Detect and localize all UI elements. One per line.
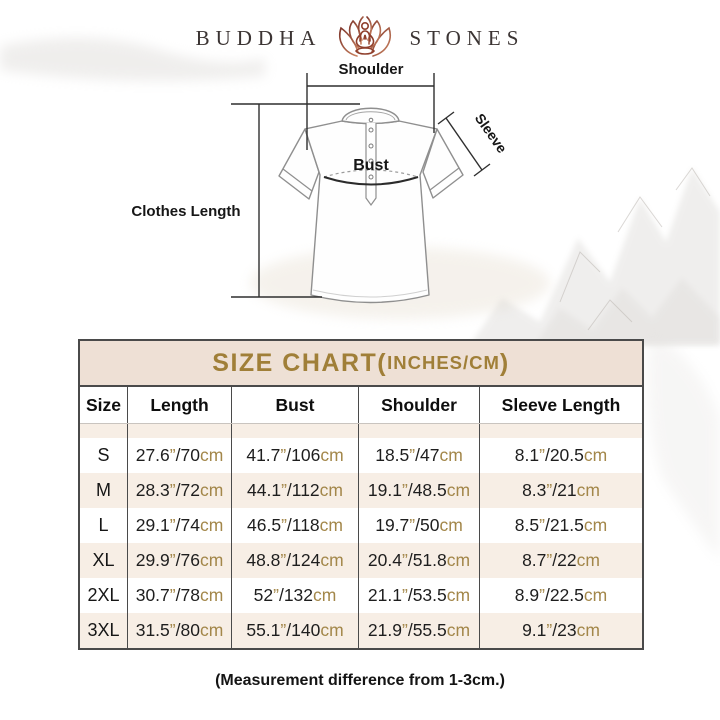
title-paren-close: ) <box>499 348 510 377</box>
cm-value: 78 <box>180 585 200 605</box>
garment-measure-diagram <box>0 0 720 345</box>
separator: / <box>175 515 181 535</box>
cm-unit: cm <box>446 480 471 500</box>
cm-value: 132 <box>283 585 314 605</box>
separator: / <box>278 585 284 605</box>
cm-unit: cm <box>313 585 337 605</box>
separator: / <box>407 550 413 570</box>
inch-mark: ” <box>539 445 545 465</box>
sleeve-cell <box>479 543 642 578</box>
separator: / <box>407 480 413 500</box>
cm-unit: cm <box>576 620 600 640</box>
separator: / <box>286 550 292 570</box>
inch-mark: ” <box>546 550 553 570</box>
bust-cell <box>231 543 358 578</box>
inch-value: 8.5 <box>514 515 540 535</box>
inch-value: 8.7 <box>522 550 547 570</box>
title-units: INCHES/CM <box>387 352 500 373</box>
col-header-sleeve-length: Sleeve Length <box>479 387 642 423</box>
cm-unit: cm <box>583 515 608 535</box>
cm-value: 21 <box>557 480 577 500</box>
inch-mark: ” <box>280 550 287 570</box>
title-main: SIZE CHART <box>212 348 378 377</box>
separator: / <box>286 480 292 500</box>
cm-unit: cm <box>319 480 343 500</box>
cm-unit: cm <box>320 550 344 570</box>
clothes-length-label: Clothes Length <box>131 203 241 220</box>
bust-label: Bust <box>353 157 389 174</box>
cm-value: 72 <box>180 480 200 500</box>
length-cell <box>127 438 231 473</box>
table-row <box>80 613 642 648</box>
title-paren-open: ( <box>377 348 388 377</box>
col-header-bust: Bust <box>231 387 358 423</box>
shoulder-cell <box>358 438 479 473</box>
separator: / <box>286 620 292 640</box>
bust-cell <box>231 508 358 543</box>
cm-value: 51.8 <box>412 550 447 570</box>
separator: / <box>286 445 292 465</box>
table-row <box>80 578 642 613</box>
table-row <box>80 543 642 578</box>
length-cell <box>127 578 231 613</box>
inch-mark: ” <box>169 480 176 500</box>
inch-value: 19.1 <box>367 480 402 500</box>
inch-mark: ” <box>546 480 553 500</box>
separator: / <box>552 550 558 570</box>
separator: / <box>175 445 181 465</box>
separator: / <box>175 585 181 605</box>
cm-value: 80 <box>180 620 200 640</box>
inch-value: 30.7 <box>135 585 170 605</box>
inch-mark: ” <box>281 480 287 500</box>
inch-value: 9.1 <box>522 620 547 640</box>
cm-unit: cm <box>199 585 224 605</box>
separator: / <box>552 480 558 500</box>
inch-value: 8.9 <box>514 585 540 605</box>
size-cell: S <box>97 445 110 465</box>
inch-mark: ” <box>401 550 408 570</box>
spacer-cell <box>479 424 642 438</box>
shoulder-cell <box>358 613 479 648</box>
size-chart-title <box>80 341 642 387</box>
length-cell <box>127 508 231 543</box>
size-cell: 2XL <box>87 585 120 605</box>
inch-mark: ” <box>409 515 416 535</box>
bust-cell <box>231 578 358 613</box>
cm-unit: cm <box>446 550 471 570</box>
inch-value: 8.3 <box>522 480 547 500</box>
separator: / <box>415 515 420 535</box>
bust-cell <box>231 613 358 648</box>
separator: / <box>286 515 292 535</box>
cm-value: 50 <box>419 515 440 535</box>
measurement-note: (Measurement difference from 1-3cm.) <box>215 672 505 689</box>
inch-mark: ” <box>546 620 553 640</box>
separator: / <box>407 585 413 605</box>
cm-value: 118 <box>291 515 320 535</box>
cm-unit: cm <box>439 515 463 535</box>
col-header-shoulder: Shoulder <box>358 387 479 423</box>
cm-value: 21.5 <box>549 515 584 535</box>
shoulder-cell <box>358 473 479 508</box>
cm-unit: cm <box>576 550 600 570</box>
sleeve-cell <box>479 578 642 613</box>
cm-value: 140 <box>291 620 321 640</box>
inch-value: 21.9 <box>367 620 402 640</box>
inch-value: 20.4 <box>367 550 402 570</box>
cm-unit: cm <box>439 445 463 465</box>
size-chart-table <box>78 339 644 650</box>
shoulder-cell <box>358 578 479 613</box>
cm-unit: cm <box>199 550 224 570</box>
size-cell: M <box>96 480 111 500</box>
cm-unit: cm <box>199 515 224 535</box>
cm-value: 112 <box>291 480 320 500</box>
table-row <box>80 473 642 508</box>
separator: / <box>544 445 550 465</box>
cm-value: 53.5 <box>412 585 447 605</box>
separator: / <box>552 620 558 640</box>
brand-name-left: BUDDHA <box>195 25 322 50</box>
table-row <box>80 508 642 543</box>
separator: / <box>544 585 550 605</box>
inch-value: 41.7 <box>246 445 281 465</box>
cm-value: 124 <box>291 550 321 570</box>
inch-value: 48.8 <box>246 550 281 570</box>
size-cell: XL <box>92 550 115 570</box>
spacer-cell <box>127 424 231 438</box>
separator: / <box>544 515 550 535</box>
inch-mark: ” <box>281 515 287 535</box>
sleeve-cell <box>479 613 642 648</box>
inch-value: 27.6 <box>135 445 170 465</box>
inch-mark: ” <box>401 480 408 500</box>
cm-unit: cm <box>320 620 344 640</box>
inch-value: 19.7 <box>375 515 410 535</box>
separator: / <box>415 445 420 465</box>
col-header-length: Length <box>127 387 231 423</box>
inch-value: 29.1 <box>135 515 170 535</box>
inch-value: 28.3 <box>135 480 170 500</box>
inch-value: 44.1 <box>247 480 282 500</box>
inch-mark: ” <box>169 550 176 570</box>
inch-mark: ” <box>539 585 545 605</box>
bust-cell <box>231 473 358 508</box>
cm-value: 74 <box>180 515 200 535</box>
inch-value: 18.5 <box>375 445 410 465</box>
separator: / <box>175 480 181 500</box>
length-cell <box>127 543 231 578</box>
sleeve-cell <box>479 508 642 543</box>
inch-value: 46.5 <box>247 515 282 535</box>
cm-unit: cm <box>446 620 471 640</box>
cm-value: 20.5 <box>549 445 584 465</box>
cm-value: 23 <box>557 620 577 640</box>
cm-unit: cm <box>583 585 608 605</box>
col-header-size: Size <box>85 394 122 415</box>
inch-mark: ” <box>169 445 176 465</box>
inch-mark: ” <box>169 620 176 640</box>
size-cell: 3XL <box>87 620 120 640</box>
inch-mark: ” <box>169 515 176 535</box>
spacer-cell <box>231 424 358 438</box>
size-cell: L <box>98 515 109 535</box>
inch-mark: ” <box>169 585 176 605</box>
cm-value: 55.5 <box>412 620 447 640</box>
cm-value: 106 <box>291 445 321 465</box>
spacer-row <box>80 424 642 438</box>
shoulder-cell <box>358 543 479 578</box>
length-cell <box>127 613 231 648</box>
table-header-row <box>80 387 642 424</box>
cm-unit: cm <box>319 515 343 535</box>
cm-value: 76 <box>180 550 200 570</box>
inch-mark: ” <box>280 620 287 640</box>
cm-value: 22.5 <box>549 585 584 605</box>
cm-unit: cm <box>576 480 600 500</box>
inch-value: 52 <box>253 585 274 605</box>
cm-unit: cm <box>446 585 471 605</box>
separator: / <box>175 550 181 570</box>
cm-unit: cm <box>199 445 224 465</box>
inch-mark: ” <box>409 445 416 465</box>
sleeve-cell <box>479 473 642 508</box>
inch-value: 8.1 <box>514 445 540 465</box>
shoulder-cell <box>358 508 479 543</box>
cm-value: 48.5 <box>412 480 447 500</box>
inch-mark: ” <box>273 585 279 605</box>
inch-mark: ” <box>280 445 287 465</box>
brand-name-right: STONES <box>409 25 525 50</box>
bust-cell <box>231 438 358 473</box>
separator: / <box>407 620 413 640</box>
inch-mark: ” <box>401 620 408 640</box>
cm-value: 47 <box>419 445 440 465</box>
inch-mark: ” <box>539 515 545 535</box>
inch-mark: ” <box>401 585 408 605</box>
inch-value: 29.9 <box>135 550 170 570</box>
spacer-cell <box>80 424 127 438</box>
cm-value: 70 <box>180 445 200 465</box>
shoulder-label: Shoulder <box>338 61 404 78</box>
cm-unit: cm <box>320 445 344 465</box>
sleeve-label: Sleeve <box>471 110 511 156</box>
inch-value: 31.5 <box>135 620 170 640</box>
cm-value: 22 <box>557 550 577 570</box>
spacer-cell <box>358 424 479 438</box>
length-cell <box>127 473 231 508</box>
table-row <box>80 438 642 473</box>
cm-unit: cm <box>583 445 608 465</box>
inch-value: 21.1 <box>367 585 402 605</box>
inch-value: 55.1 <box>246 620 281 640</box>
cm-unit: cm <box>199 620 224 640</box>
separator: / <box>175 620 181 640</box>
cm-unit: cm <box>199 480 224 500</box>
sleeve-cell <box>479 438 642 473</box>
